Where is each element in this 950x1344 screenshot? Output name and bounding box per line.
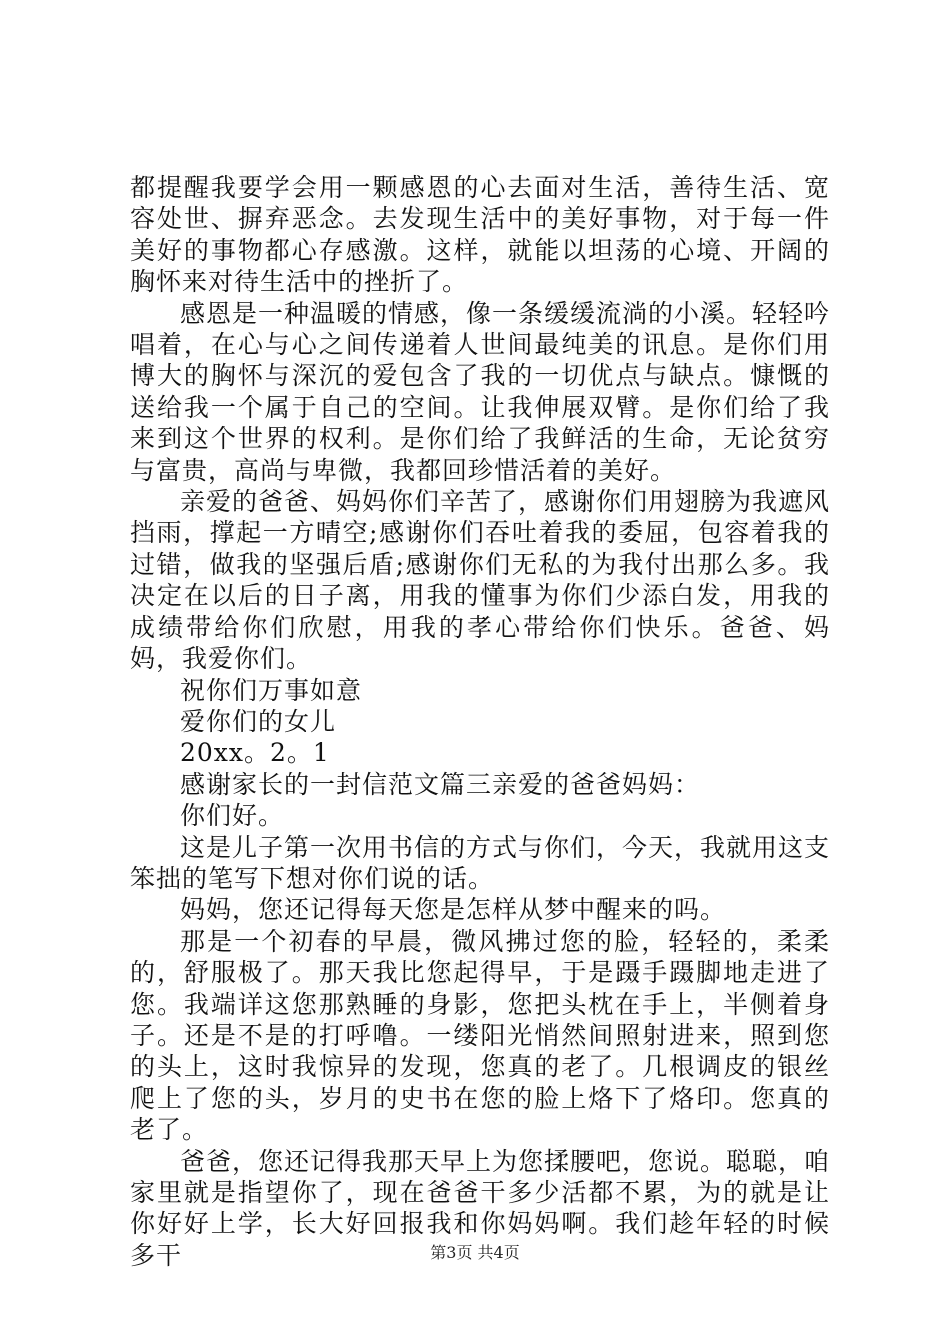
paragraph: 都提醒我要学会用一颗感恩的心去面对生活，善待生活、宽容处世、摒弃恶念。去发现生活中的美好事物，对于每一件美好的事物都心存感激。这样，就能以坦荡的心境、开阔的胸怀来对待生活中的挫折了。	[130, 173, 830, 297]
paragraph: 爸爸，您还记得我那天早上为您揉腰吧，您说。聪聪，咱家里就是指望你了，现在爸爸干多少活都不累，为的就是让你好好上学，长大好回报我和你妈妈啊。我们趁年轻的时候多干	[130, 1146, 831, 1270]
paragraph: 妈妈，您还记得每天您是怎样从梦中醒来的吗。	[180, 895, 727, 925]
paragraph: 感恩是一种温暖的情感，像一条缓缓流淌的小溪。轻轻吟唱着，在心与心之间传递着人世间最纯美的讯息。是你们用博大的胸怀与深沉的爱包含了我的一切优点与缺点。慷慨的送给我一个属于自己的空间。让我伸展双臂。是你们给了我来到这个世界的权利。是你们给了我鲜活的生命，无论贫穷与富贵，高尚与卑微，我都回珍惜活着的美好。	[130, 298, 831, 485]
paragraph: 亲爱的爸爸、妈妈你们辛苦了，感谢你们用翅膀为我遮风挡雨，撑起一方晴空;感谢你们吞吐着我的委屈，包容着我的过错，做我的坚强后盾;感谢你们无私的为我付出那么多。我决定在以后的日子离，用我的懂事为你们少添白发，用我的成绩带给你们欣慰，用我的孝心带给你们快乐。爸爸、妈妈，我爱你们。	[130, 487, 831, 674]
date: 20xx。2。1	[180, 738, 330, 768]
page-footer: 第3页 共4页	[430, 1243, 520, 1262]
greeting: 你们好。	[180, 801, 285, 831]
document-body	[130, 172, 830, 1271]
section-heading: 感谢家长的一封信范文篇三亲爱的爸爸妈妈：	[180, 769, 701, 799]
closing-wish: 祝你们万事如意	[180, 675, 363, 705]
signature: 爱你们的女儿	[180, 706, 337, 736]
paragraph: 这是儿子第一次用书信的方式与你们，今天，我就用这支笨拙的笔写下想对你们说的话。	[130, 832, 831, 893]
paragraph: 那是一个初春的早晨，微风拂过您的脸，轻轻的，柔柔的，舒服极了。那天我比您起得早，于是蹑手蹑脚地走进了您。我端详这您那熟睡的身影，您把头枕在手上，半侧着身子。还是不是的打呼噜。一缕阳光悄然间照射进来，照到您的头上，这时我惊异的发现，您真的老了。几根调皮的银丝爬上了您的头，岁月的史书在您的脸上烙下了烙印。您真的老了。	[130, 926, 830, 1145]
